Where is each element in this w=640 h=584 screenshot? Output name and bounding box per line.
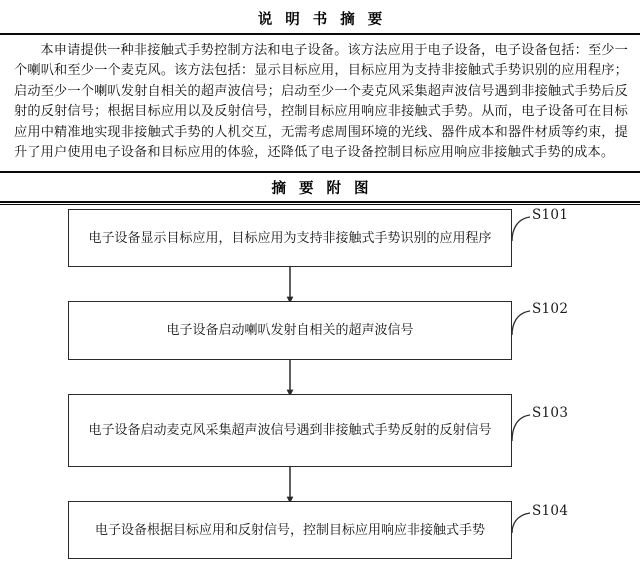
flow-node-s104-text: 电子设备根据目标应用和反射信号，控制目标应用响应非接触式手势: [94, 522, 485, 538]
leader-line-s103: [512, 415, 530, 441]
abstract-title: 说明书摘要: [257, 11, 396, 28]
step-label-s102: S102: [532, 301, 569, 318]
leader-line-s101: [512, 217, 530, 241]
step-label-s103: S103: [532, 405, 569, 422]
flow-node-s104[interactable]: [68, 501, 512, 559]
flow-node-s102-text: 电子设备启动喇叭发射自相关的超声波信号: [166, 323, 414, 339]
flowchart-diagram: [0, 205, 640, 565]
step-label-s101: S101: [532, 207, 569, 224]
flow-node-s101[interactable]: [68, 209, 512, 267]
leader-line-s102: [512, 311, 530, 335]
step-label-s104: S104: [532, 503, 569, 520]
flow-node-s103[interactable]: [68, 394, 512, 467]
abstract-paragraph: 本申请提供一种非接触式手势控制方法和电子设备。该方法应用于电子设备，电子设备包括：至少一个喇叭和至少一个麦克风。该方法包括：显示目标应用，目标应用为支持非接触式手势识别的应用程序；启动至少一个喇叭发射自相关的超声波信号；启动至少一个麦克风采集超声波信号遇到非接触式手势后反射的反射信号；根据目标应用以及反射信号，控制目标应用响应非接触式手势。从而，电子设备可在目标应用中精准地实现非接触式手势的人机交互，无需考虑周围环境的光线、器件成本和器件材质等约束，提升了用户使用电子设备和目标应用的体验，还降低了电子设备控制目标应用响应非接触式手势的成本。: [14, 43, 628, 161]
flow-node-s103-text: 电子设备启动麦克风采集超声波信号遇到非接触式手势反射的反射信号: [88, 423, 492, 439]
flow-node-s101-text: 电子设备显示目标应用，目标应用为支持非接触式手势识别的应用程序: [88, 230, 492, 246]
flow-node-s102[interactable]: [68, 301, 512, 360]
leader-line-s104: [512, 513, 530, 533]
figure-title: 摘要附图: [271, 180, 382, 198]
